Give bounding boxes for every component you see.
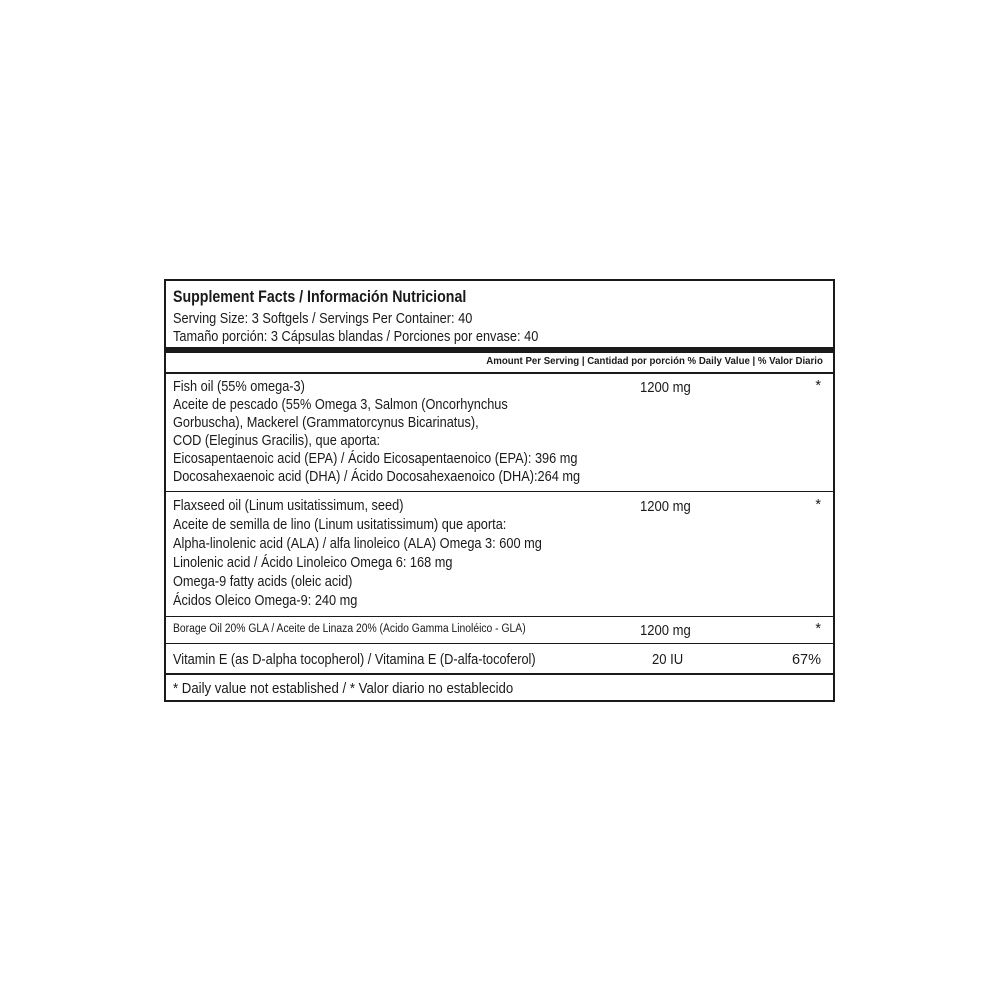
ingredient-line: Omega-9 fatty acids (oleic acid) <box>173 574 353 590</box>
ingredient-line: Alpha-linolenic acid (ALA) / alfa linoleico (ALA) Omega 3: 600 mg <box>173 536 542 552</box>
ingredient-line: Docosahexaenoic acid (DHA) / Ácido Docosahexaenoico (DHA):264 mg <box>173 469 581 485</box>
row-divider <box>166 491 833 492</box>
thick-divider <box>166 347 833 353</box>
ingredient-line: Gorbuscha), Mackerel (Grammatorcynus Bicarinatus), <box>173 415 479 431</box>
amount-value: 20 IU <box>652 652 684 668</box>
amount-value: 1200 mg <box>640 623 691 639</box>
ingredient-line: Eicosapentaenoic acid (EPA) / Ácido Eicosapentaenoico (EPA): 396 mg <box>173 451 578 467</box>
ingredient-line: Linolenic acid / Ácido Linoleico Omega 6: 168 mg <box>173 555 453 571</box>
ingredient-line: Ácidos Oleico Omega-9: 240 mg <box>173 593 358 609</box>
ingredient-line: COD (Eleginus Gracilis), que aporta: <box>173 433 381 449</box>
row-divider <box>166 616 833 617</box>
panel-title: Supplement Facts / Información Nutricional <box>173 288 467 306</box>
ingredient-line: Vitamin E (as D-alpha tocopherol) / Vitamina E (D-alfa-tocoferol) <box>173 652 536 668</box>
serving-size-en: Serving Size: 3 Softgels / Servings Per Container: 40 <box>173 311 473 327</box>
footnote: * Daily value not established / * Valor diario no establecido <box>173 680 514 697</box>
footer-divider <box>166 673 833 675</box>
row-divider <box>166 643 833 644</box>
ingredient-line: Borage Oil 20% GLA / Aceite de Linaza 20% (Acido Gamma Linoléico - GLA) <box>173 623 526 635</box>
daily-value: * <box>815 497 821 513</box>
header-divider <box>166 372 833 374</box>
daily-value: 67% <box>791 652 821 668</box>
ingredient-line: Aceite de semilla de lino (Linum usitatissimum) que aporta: <box>173 517 507 533</box>
supplement-facts-panel <box>164 279 835 702</box>
daily-value: * <box>815 378 821 394</box>
ingredient-line: Fish oil (55% omega-3) <box>173 379 305 395</box>
daily-value: * <box>815 621 821 637</box>
amount-value: 1200 mg <box>640 380 691 396</box>
ingredient-line: Flaxseed oil (Linum usitatissimum, seed) <box>173 498 404 514</box>
amount-value: 1200 mg <box>640 499 691 515</box>
serving-size-es: Tamaño porción: 3 Cápsulas blandas / Porciones por envase: 40 <box>173 329 539 345</box>
ingredient-line: Aceite de pescado (55% Omega 3, Salmon (Oncorhynchus <box>173 397 508 413</box>
column-header: Amount Per Serving | Cantidad por porción % Daily Value | % Valor Diario <box>486 355 823 367</box>
